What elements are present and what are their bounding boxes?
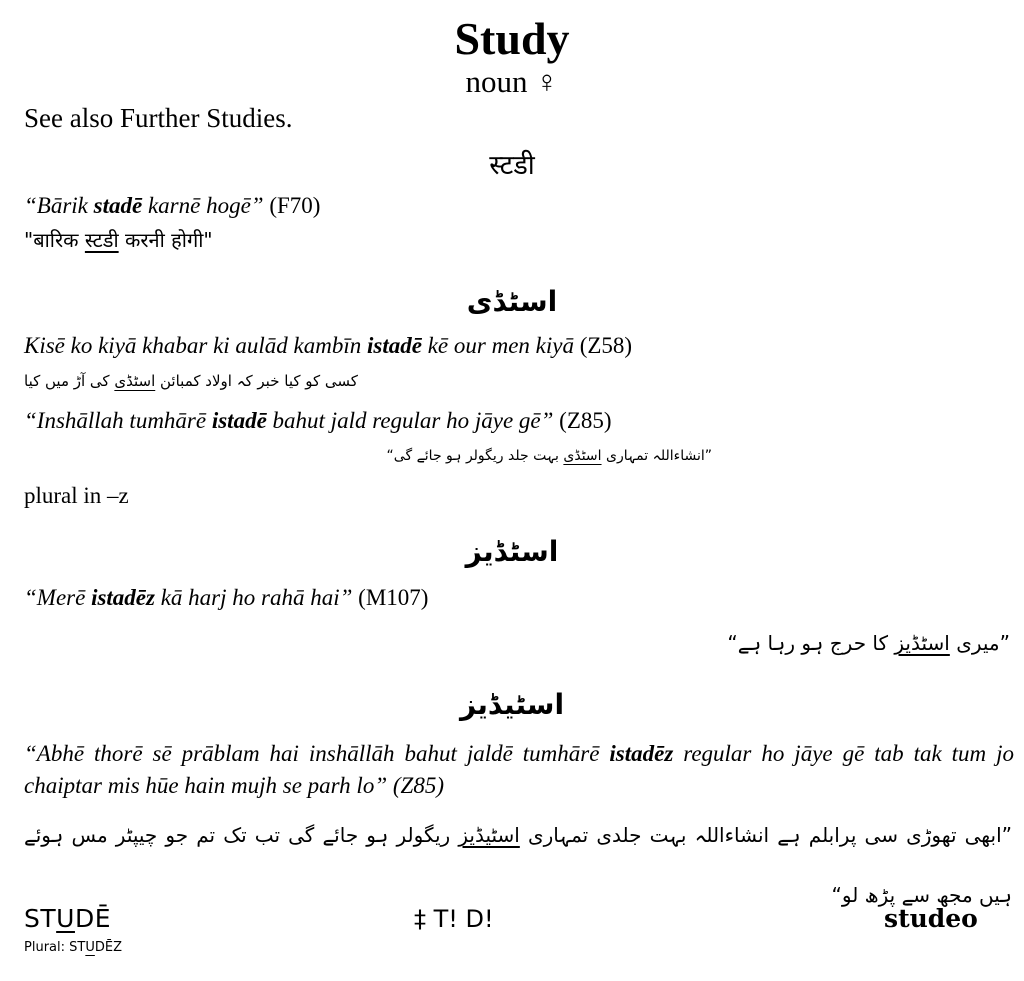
part-of-speech: noun ♀ <box>465 64 559 99</box>
urdu-heading-plural: اسٹڈیز <box>465 535 559 568</box>
example-1-transliteration: “Bārik stadē karnē hogē” (F70) <box>24 193 321 218</box>
hindi-heading: स्टडी <box>489 150 535 181</box>
example-2-transliteration: Kisē ko kiyā khabar ki aulād kambīn istadē kē our men kiyā (Z58) <box>24 333 633 358</box>
urdu-heading-singular: اسٹڈی <box>466 285 558 318</box>
example-4-urdu: ”میری اسٹڈیز کا حرج ہو رہا ہے“ <box>727 631 1010 655</box>
footer-plural-respelling: Plural: STUDĒZ <box>24 940 122 955</box>
example-4-transliteration: “Merē istadēz kā harj ho rahā hai” (M107) <box>24 585 429 610</box>
urdu-heading-plural-variant: اسٹیڈیز <box>459 688 565 721</box>
example-2-urdu: کسی کو کیا خبر کہ اولاد کمبائن اسٹڈی کی آڑ میں کیا <box>24 372 358 390</box>
example-3-urdu: ”انشاءاللہ تمہاری اسٹڈی بہت جلد ریگولر ہو جائے گی“ <box>386 448 712 464</box>
example-5-transliteration: “Abhē thorē sē prāblam hai inshāllāh bahut jaldē tumhārē istadēz regular ho jāye gē tab tak tum jo chaiptar mis hūe hain mujh se parh lo” (Z85) <box>24 741 1014 798</box>
example-3-transliteration: “Inshāllah tumhārē istadē bahut jald regular ho jāye gē” (Z85) <box>24 408 612 433</box>
footer-gothic-spelling: studeo <box>884 904 978 933</box>
example-5-urdu: ”ابھی تھوڑی سی پرابلم ہے انشاءاللہ بہت جلدی تمہاری اسٹیڈیز ریگولر ہو جائے گی تب تک تم جو چیپٹر مس ہوئے ہیں مجھ سے پڑھ لو“ <box>24 823 1012 907</box>
headword: Study <box>454 13 570 64</box>
see-also-note: See also Further Studies. <box>24 103 293 133</box>
plural-note: plural in –z <box>24 483 129 508</box>
footer-respelling: STUDĒ <box>24 904 111 933</box>
footer-symbol-spelling: ‡ T! D! <box>414 905 494 933</box>
example-1-devanagari: "बारिक स्टडी करनी होगी" <box>24 228 213 252</box>
